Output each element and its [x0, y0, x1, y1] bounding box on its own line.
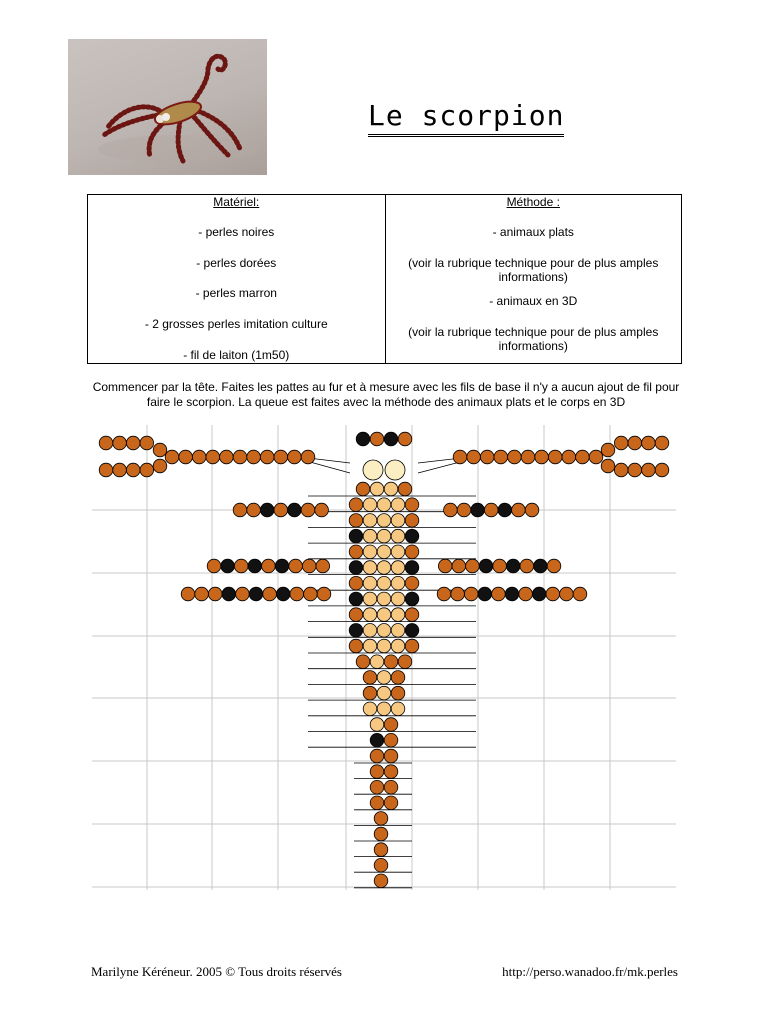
bead — [614, 463, 628, 477]
bead — [370, 655, 384, 669]
bead — [498, 503, 512, 517]
bead — [349, 529, 363, 543]
bead — [525, 503, 539, 517]
method-item: (voir la rubrique technique pour de plus amples informations) — [408, 325, 659, 353]
bead — [349, 639, 363, 653]
bead — [391, 702, 405, 716]
bead — [140, 463, 154, 477]
materials-item: - perles noires — [198, 225, 275, 239]
bead — [467, 450, 481, 464]
bead — [377, 514, 391, 528]
bead — [363, 545, 377, 559]
bead — [384, 796, 398, 810]
bead — [363, 576, 377, 590]
bead — [377, 545, 391, 559]
bead — [363, 686, 377, 700]
bead — [113, 463, 127, 477]
bead — [391, 545, 405, 559]
bead — [247, 450, 261, 464]
bead — [405, 514, 419, 528]
bead — [535, 450, 549, 464]
bead — [519, 587, 533, 601]
bead — [233, 503, 247, 517]
bead — [374, 858, 388, 872]
bead — [405, 529, 419, 543]
bead — [573, 587, 587, 601]
bead — [153, 459, 167, 473]
bead — [464, 587, 478, 601]
bead — [349, 545, 363, 559]
bead — [405, 498, 419, 512]
bead — [451, 587, 465, 601]
bead — [349, 561, 363, 575]
bead — [222, 587, 236, 601]
bead — [370, 718, 384, 732]
materials-item: - 2 grosses perles imitation culture — [144, 317, 328, 331]
bead — [370, 796, 384, 810]
bead — [391, 624, 405, 638]
bead — [356, 655, 370, 669]
bead — [457, 503, 471, 517]
bead — [405, 561, 419, 575]
materials-heading: Matériel: — [213, 195, 260, 209]
bead — [377, 671, 391, 685]
bead — [453, 450, 467, 464]
bead — [363, 561, 377, 575]
footer-url[interactable]: http://perso.wanadoo.fr/mk.perles — [502, 964, 678, 979]
bead — [363, 608, 377, 622]
materials-item: - perles marron — [195, 286, 277, 300]
bead — [249, 587, 263, 601]
bead — [479, 559, 493, 573]
bead — [363, 498, 377, 512]
bead — [274, 450, 288, 464]
bead — [438, 559, 452, 573]
bead — [377, 561, 391, 575]
bead — [195, 587, 209, 601]
materials-item: - fil de laiton (1m50) — [183, 348, 290, 362]
bead — [405, 624, 419, 638]
wire-line — [310, 462, 350, 473]
bead — [236, 587, 250, 601]
bead — [484, 503, 498, 517]
bead — [642, 436, 656, 450]
bead — [391, 671, 405, 685]
bead — [384, 655, 398, 669]
bead — [505, 587, 519, 601]
bead — [377, 529, 391, 543]
bead — [391, 498, 405, 512]
bead — [493, 559, 507, 573]
bead — [349, 514, 363, 528]
bead — [377, 498, 391, 512]
bead — [384, 718, 398, 732]
bead — [398, 432, 412, 446]
bead — [274, 503, 288, 517]
bead — [349, 576, 363, 590]
bead — [192, 450, 206, 464]
bead — [614, 436, 628, 450]
method-heading: Méthode : — [506, 195, 560, 209]
bead — [374, 874, 388, 888]
bead — [233, 450, 247, 464]
bead — [508, 450, 522, 464]
page-title: Le scorpion — [368, 102, 564, 137]
bead — [405, 608, 419, 622]
bead — [363, 514, 377, 528]
bead — [301, 503, 315, 517]
pattern-beads — [99, 432, 669, 887]
bead — [234, 559, 248, 573]
bead — [655, 436, 669, 450]
bead — [262, 559, 276, 573]
bead — [349, 592, 363, 606]
bead — [374, 812, 388, 826]
bead — [349, 608, 363, 622]
bead — [589, 450, 603, 464]
bead — [126, 436, 140, 450]
bead — [363, 592, 377, 606]
bead — [655, 463, 669, 477]
bead — [374, 827, 388, 841]
bead — [349, 498, 363, 512]
bead — [349, 624, 363, 638]
bead — [601, 443, 615, 457]
bead — [113, 436, 127, 450]
bead — [377, 592, 391, 606]
bead — [370, 482, 384, 496]
method-item: (voir la rubrique technique pour de plus amples informations) — [408, 256, 659, 284]
bead — [140, 436, 154, 450]
bead — [512, 503, 526, 517]
bead — [263, 587, 277, 601]
bead — [628, 436, 642, 450]
bead — [506, 559, 520, 573]
bead — [275, 559, 289, 573]
bead — [405, 576, 419, 590]
method-item: - animaux plats — [492, 225, 574, 239]
bead — [260, 503, 274, 517]
bead — [492, 587, 506, 601]
bead — [560, 587, 574, 601]
bead — [478, 587, 492, 601]
bead — [385, 460, 405, 480]
bead — [165, 450, 179, 464]
bead — [391, 576, 405, 590]
bead — [247, 503, 261, 517]
bead — [405, 592, 419, 606]
bead — [208, 587, 222, 601]
bead — [391, 514, 405, 528]
bead — [289, 559, 303, 573]
bead — [301, 450, 315, 464]
bead — [532, 587, 546, 601]
bead — [548, 450, 562, 464]
footer-copyright: Marilyne Kéréneur. 2005 © Tous droits réservés — [91, 964, 342, 979]
bead — [452, 559, 466, 573]
bead — [576, 450, 590, 464]
wire-line — [418, 462, 460, 473]
bead — [466, 559, 480, 573]
bead — [391, 529, 405, 543]
bead — [181, 587, 195, 601]
bead — [206, 450, 220, 464]
bead — [546, 587, 560, 601]
bead — [384, 749, 398, 763]
bead — [377, 702, 391, 716]
bead — [444, 503, 458, 517]
bead — [356, 432, 370, 446]
bead — [391, 592, 405, 606]
bead — [315, 503, 329, 517]
bead — [317, 587, 331, 601]
bead — [377, 639, 391, 653]
bead — [391, 561, 405, 575]
bead — [384, 432, 398, 446]
bead — [304, 587, 318, 601]
bead — [437, 587, 451, 601]
bead — [391, 639, 405, 653]
bead — [153, 443, 167, 457]
bead — [398, 655, 412, 669]
bead — [99, 436, 113, 450]
bead — [316, 559, 330, 573]
bead — [363, 671, 377, 685]
bead — [384, 765, 398, 779]
bead — [520, 559, 534, 573]
bead — [642, 463, 656, 477]
bead — [494, 450, 508, 464]
bead — [370, 749, 384, 763]
bead — [363, 639, 377, 653]
bead — [480, 450, 494, 464]
bead — [370, 780, 384, 794]
bead — [471, 503, 485, 517]
bead — [363, 702, 377, 716]
bead — [391, 686, 405, 700]
bead — [628, 463, 642, 477]
bead — [363, 529, 377, 543]
method-item: - animaux en 3D — [489, 294, 578, 308]
bead — [370, 733, 384, 747]
bead — [601, 459, 615, 473]
bead — [126, 463, 140, 477]
bead — [370, 432, 384, 446]
bead — [288, 503, 302, 517]
bead — [260, 450, 274, 464]
bead — [179, 450, 193, 464]
bead — [377, 624, 391, 638]
bead — [377, 576, 391, 590]
bead — [248, 559, 262, 573]
bead — [405, 639, 419, 653]
bead — [221, 559, 235, 573]
bead — [356, 482, 370, 496]
materials-item: - perles dorées — [196, 256, 277, 270]
bead — [374, 843, 388, 857]
bead — [521, 450, 535, 464]
bead — [290, 587, 304, 601]
bead — [363, 624, 377, 638]
bead — [377, 686, 391, 700]
bead — [302, 559, 316, 573]
bead — [220, 450, 234, 464]
bead — [562, 450, 576, 464]
bead — [99, 463, 113, 477]
bead — [363, 460, 383, 480]
bead — [398, 482, 412, 496]
bead — [207, 559, 221, 573]
bead — [384, 733, 398, 747]
bead — [384, 482, 398, 496]
bead — [384, 780, 398, 794]
bead — [370, 765, 384, 779]
bead — [391, 608, 405, 622]
bead — [405, 545, 419, 559]
bead — [288, 450, 302, 464]
bead — [377, 608, 391, 622]
bead — [276, 587, 290, 601]
bead — [534, 559, 548, 573]
instructions-text: Commencer par la tête. Faites les pattes au fur et à mesure avec les fils de base il n'y a aucun ajout de fil pour faire le scorpion. La queue est faites avec la méthode des animaux plats et le corps en 3D — [92, 380, 680, 409]
bead — [547, 559, 561, 573]
